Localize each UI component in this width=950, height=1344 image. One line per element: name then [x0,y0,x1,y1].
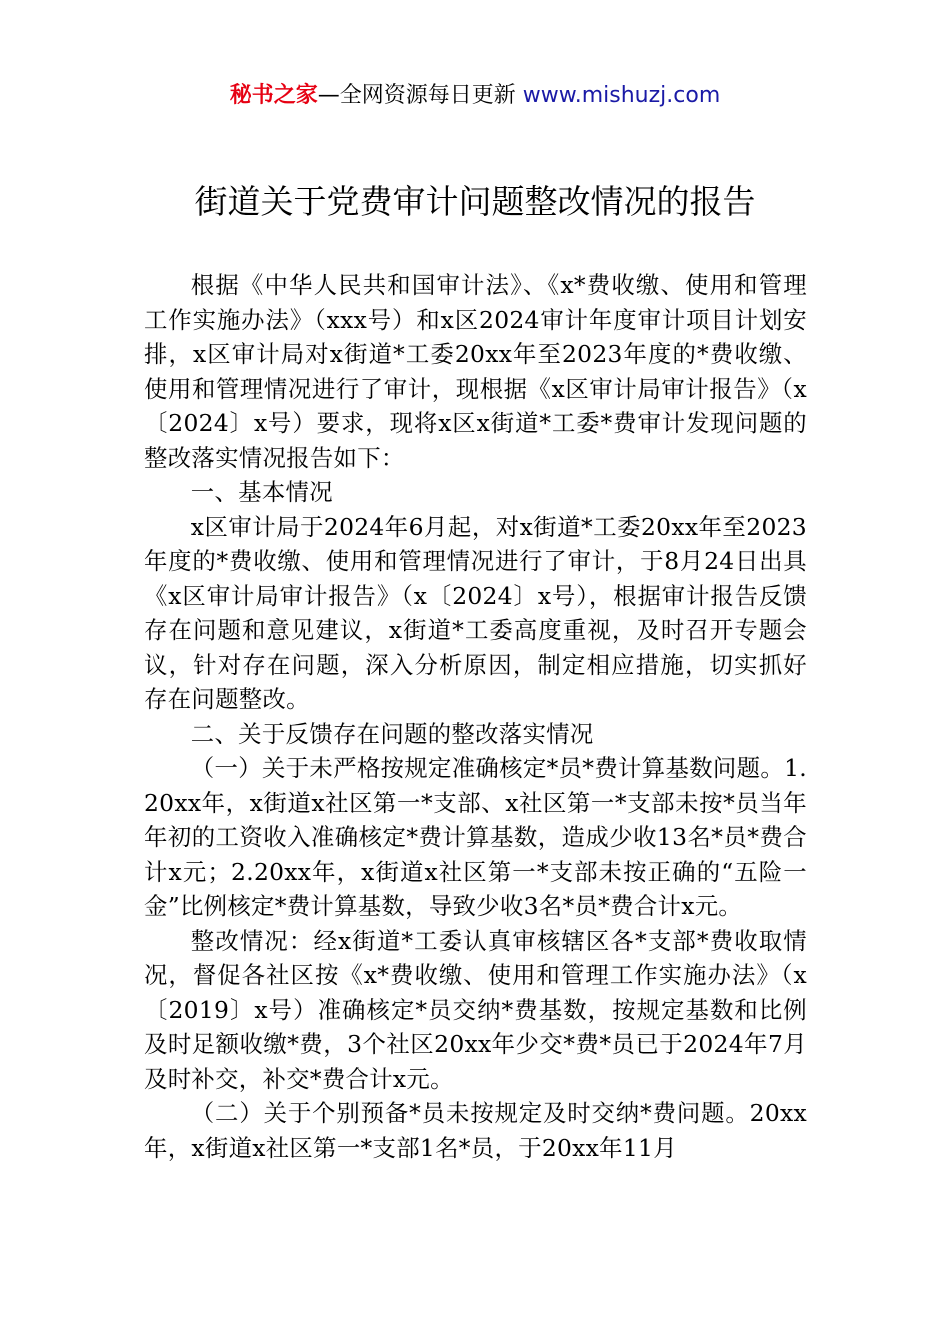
document-body [144,268,807,1165]
site-url-link[interactable]: www.mishuzj.com [522,83,721,108]
section-heading-rectification: 二、关于反馈存在问题的整改落实情况 [190,719,594,748]
paragraph-basic-situation: x区审计局于2024年6月起，对x街道*工委20xx年至2023年度的*费收缴、使用和管理情况进行了审计，于8月24日出具《x区审计局审计报告》（x〔2024〕x号），根据审计报告反馈存在问题和意见建议，x街道*工委高度重视，及时召开专题会议，针对存在问题，深入分析原因，制定相应措施，切实抓好存在问题整改。 [144,512,807,713]
paragraph-rectification-one: 整改情况：经x街道*工委认真审核辖区各*支部*费收取情况，督促各社区按《x*费收缴、使用和管理工作实施办法》（x〔2019〕x号）准确核定*员交纳*费基数，按规定基数和比例及时足额收缴*费，3个社区20xx年少交*费*员已于2024年7月及时补交，补交*费合计x元。 [144,926,807,1093]
paragraph-issue-one: （一）关于未严格按规定准确核定*员*费计算基数问题。1.20xx年，x街道x社区第一*支部、x社区第一*支部未按*员当年年初的工资收入准确核定*费计算基数，造成少收13名*员*费合计x元；2.20xx年，x街道x社区第一*支部未按正确的“五险一金”比例核定*费计算基数，导致少收3名*员*费合计x元。 [144,754,807,920]
paragraph-intro: 根据《中华人民共和国审计法》、《x*费收缴、使用和管理工作实施办法》（xxx号）和x区2024审计年度审计项目计划安排，x区审计局对x街道*工委20xx年至2023年度的*费收缴、使用和管理情况进行了审计，现根据《x区审计局审计报告》（x〔2024〕x号）要求，现将x区x街道*工委*费审计发现问题的整改落实情况报告如下： [144,271,807,472]
document-title: 街道关于党费审计问题整改情况的报告 [194,182,756,221]
section-heading-basic-situation: 一、基本情况 [190,478,333,506]
header-tagline: —全网资源每日更新 [317,83,523,108]
brand-name: 秘书之家 [229,83,318,108]
paragraph-issue-two: （二）关于个别预备*员未按规定及时交纳*费问题。20xx年，x街道x社区第一*支部1名*员，于20xx年11月 [144,1099,807,1162]
site-header [0,80,950,112]
